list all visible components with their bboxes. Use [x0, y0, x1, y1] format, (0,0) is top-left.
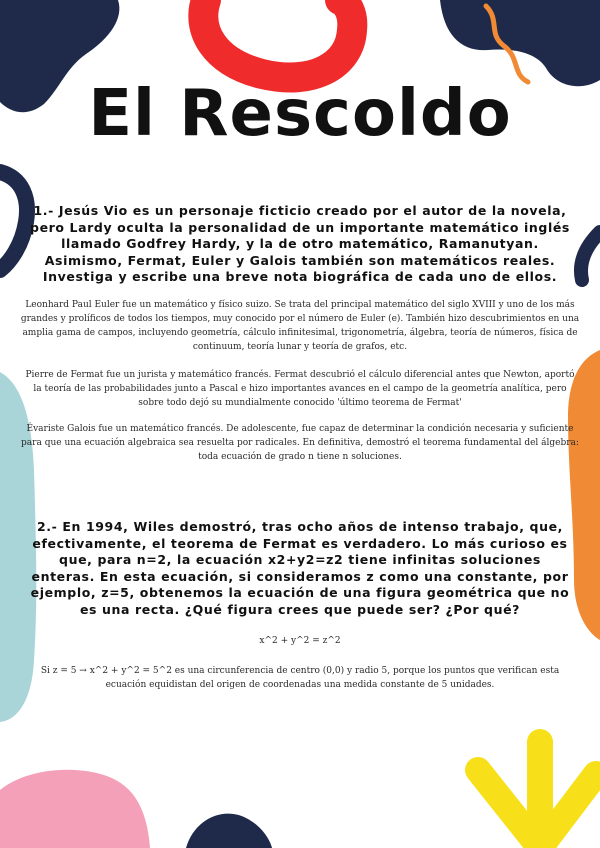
page-title: El Rescoldo — [88, 77, 512, 151]
question-2: 2.- En 1994, Wiles demostró, tras ocho años de intenso trabajo, que, efectivamente, el teorema de Fermat es verdadero. Lo más curioso es que, para n=2, la ecuación x2+y2=z2 tiene infinitas soluciones enteras. En esta ecuación, si consideramos z como una constante, por ejemplo, z=5, obtenemos la ecuación de una figura geométrica que no es una recta. ¿Qué figura crees que puede ser? ¿Por qué? — [30, 519, 570, 617]
yellow-star-bottom-right — [478, 742, 596, 848]
answer-2: Si z = 5 → x^2 + y^2 = 5^2 es una circunferencia de centro (0,0) y radio 5, porque los puntos que verifican esta ecuación equidistan del origen de coordenadas una medida constante de 5 unidades. — [40, 666, 560, 690]
question-1: 1.- Jesús Vio es un personaje ficticio creado por el autor de la novela, pero Lardy oculta la personalidad de un importante matemático inglés llamado Godfrey Hardy, y la de otro matemático, Ramanutyan. Asimismo, Fermat, Euler y Galois también son matemáticos reales. Investiga y escribe una breve nota biográfica de cada uno de ellos. — [30, 203, 570, 284]
fermat-paragraph: Pierre de Fermat fue un jurista y matemático francés. Fermat descubrió el cálculo diferencial antes que Newton, aportó la teoría de las probabilidades junto a Pascal e hizo importantes avances en el campo de la geometría analítica, pero sobre todo dejó su mundialmente conocido 'último teorema de Fermat' — [25, 370, 575, 408]
equation: x^2 + y^2 = z^2 — [259, 636, 341, 646]
navy-blob-bottom-left — [186, 814, 272, 848]
navy-stroke-left — [0, 172, 27, 270]
galois-paragraph: Évariste Galois fue un matemático francés. De adolescente, fue capaz de determinar la condición necesaria y suficiente para que una ecuación algebraica sea resuelta por radicales. En definitiva, demostró el teorema fundamental del álgebra: toda ecuación de grado n tiene n soluciones. — [21, 424, 579, 462]
red-ring-shape — [203, 0, 352, 77]
navy-stroke-right — [581, 232, 600, 280]
euler-paragraph: Leonhard Paul Euler fue un matemático y físico suizo. Se trata del principal matemático del siglo XVIII y uno de los más grandes y prolíficos de todos los tiempos, muy conocido por el número de Euler (e). También hizo descubrimientos en una amplia gama de campos, incluyendo geometría, cálculo infinitesimal, trigonometría, álgebra, teoría de números, física de continuum, teoría lunar y teoría de grafos, etc. — [20, 300, 580, 352]
pink-blob-bottom-left — [0, 770, 150, 848]
